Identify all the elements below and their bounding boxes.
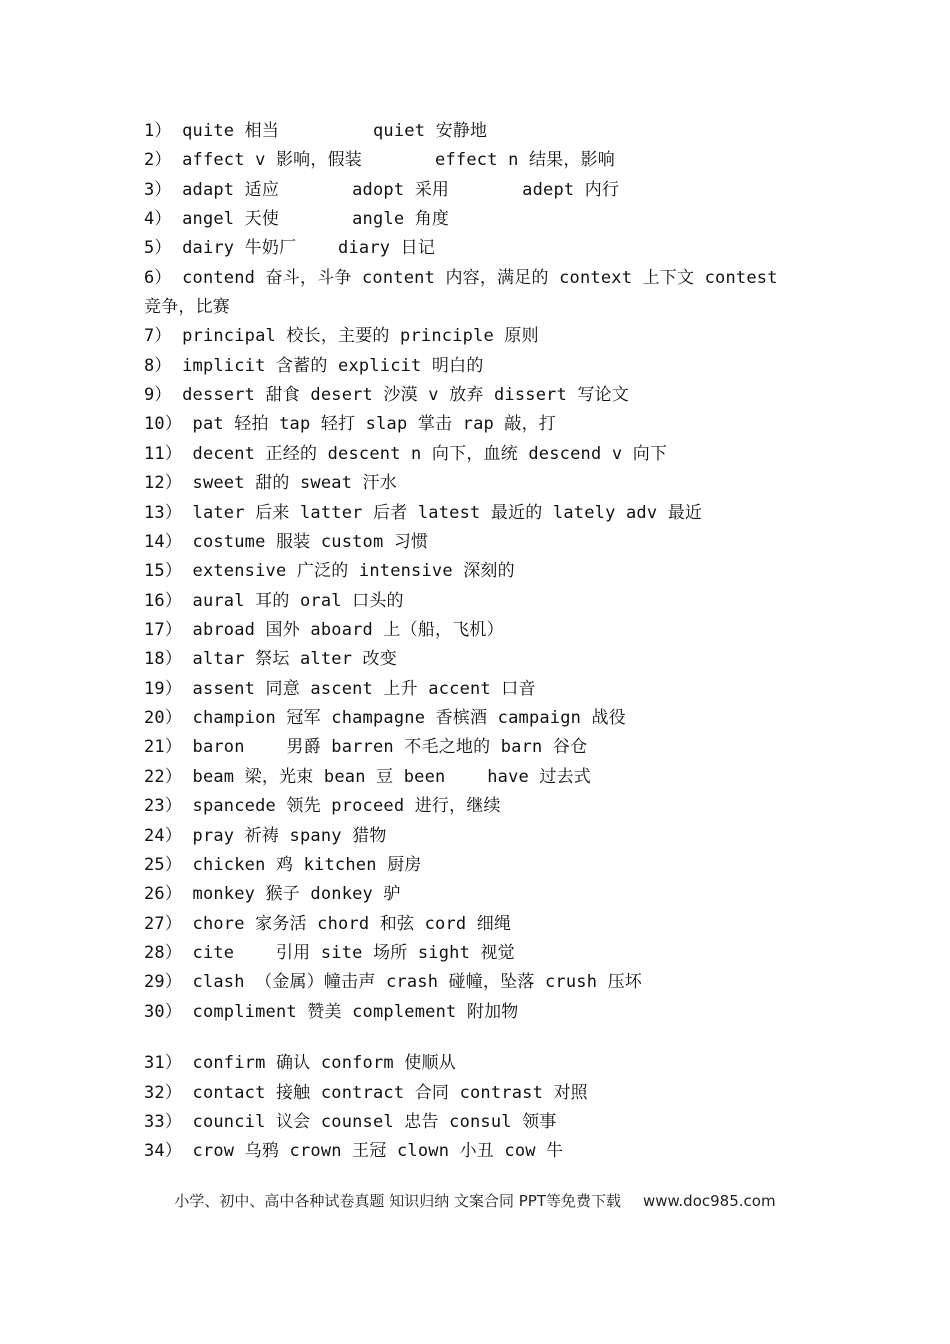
list-item: 18） altar 祭坛 alter 改变 (144, 649, 397, 669)
list-item: 11） decent 正经的 descent n 向下，血统 descend v 向下 (144, 444, 668, 464)
list-item: 28） cite 引用 site 场所 sight 视觉 (144, 943, 515, 963)
list-item: 21） baron 男爵 barren 不毛之地的 barn 谷仓 (144, 737, 588, 757)
footer-text: 小学、初中、高中各种试卷真题 知识归纳 文案合同 PPT等免费下载 (174, 1192, 621, 1210)
list-item: 13） later 后来 latter 后者 latest 最近的 lately adv 最近 (144, 503, 703, 523)
list-item: 22） beam 梁，光束 bean 豆 been have 过去式 (144, 767, 591, 787)
list-item: 33） council 议会 counsel 忠告 consul 领事 (144, 1112, 557, 1132)
list-item: 19） assent 同意 ascent 上升 accent 口音 (144, 679, 536, 699)
page-footer (0, 1190, 950, 1211)
list-item: 26） monkey 猴子 donkey 驴 (144, 884, 401, 904)
list-item: 16） aural 耳的 oral 口头的 (144, 591, 404, 611)
list-item: 14） costume 服装 custom 习惯 (144, 532, 429, 552)
list-item: 12） sweet 甜的 sweat 汗水 (144, 473, 397, 493)
list-item: 25） chicken 鸡 kitchen 厨房 (144, 855, 422, 875)
list-item: 6） contend 奋斗，斗争 content 内容，满足的 context 上下文 contest 竞争，比赛 (144, 268, 789, 317)
list-item: 20） champion 冠军 champagne 香槟酒 campaign 战役 (144, 708, 626, 728)
list-item: 5） dairy 牛奶厂 diary 日记 (144, 238, 436, 258)
list-item: 8） implicit 含蓄的 explicit 明白的 (144, 356, 484, 376)
list-item: 9） dessert 甜食 desert 沙漠 v 放弃 dissert 写论文 (144, 385, 630, 405)
list-item: 34） crow 乌鸦 crown 王冠 clown 小丑 cow 牛 (144, 1141, 564, 1161)
list-item: 15） extensive 广泛的 intensive 深刻的 (144, 561, 515, 581)
list-item: 4） angel 天使 angle 角度 (144, 209, 450, 229)
list-item: 17） abroad 国外 aboard 上（船，飞机） (144, 620, 504, 640)
list-item: 32） contact 接触 contract 合同 contrast 对照 (144, 1083, 588, 1103)
list-item: 29） clash （金属）幢击声 crash 碰幢，坠落 crush 压坏 (144, 972, 643, 992)
list-item: 30） compliment 赞美 complement 附加物 (144, 1002, 519, 1022)
list-item: 1） quite 相当 quiet 安静地 (144, 121, 488, 141)
list-item: 10） pat 轻拍 tap 轻打 slap 掌击 rap 敲，打 (144, 414, 557, 434)
list-item: 24） pray 祈祷 spany 猎物 (144, 826, 387, 846)
list-item: 7） principal 校长，主要的 principle 原则 (144, 326, 539, 346)
footer-site-link[interactable]: www.doc985.com (642, 1192, 776, 1210)
list-item: 31） confirm 确认 conform 使顺从 (144, 1053, 456, 1073)
list-item: 2） affect v 影响，假装 effect n 结果，影响 (144, 150, 615, 170)
list-item: 23） spancede 领先 proceed 进行，继续 (144, 796, 501, 816)
list-item: 27） chore 家务活 chord 和弦 cord 细绳 (144, 914, 512, 934)
list-item: 3） adapt 适应 adopt 采用 adept 内行 (144, 180, 620, 200)
